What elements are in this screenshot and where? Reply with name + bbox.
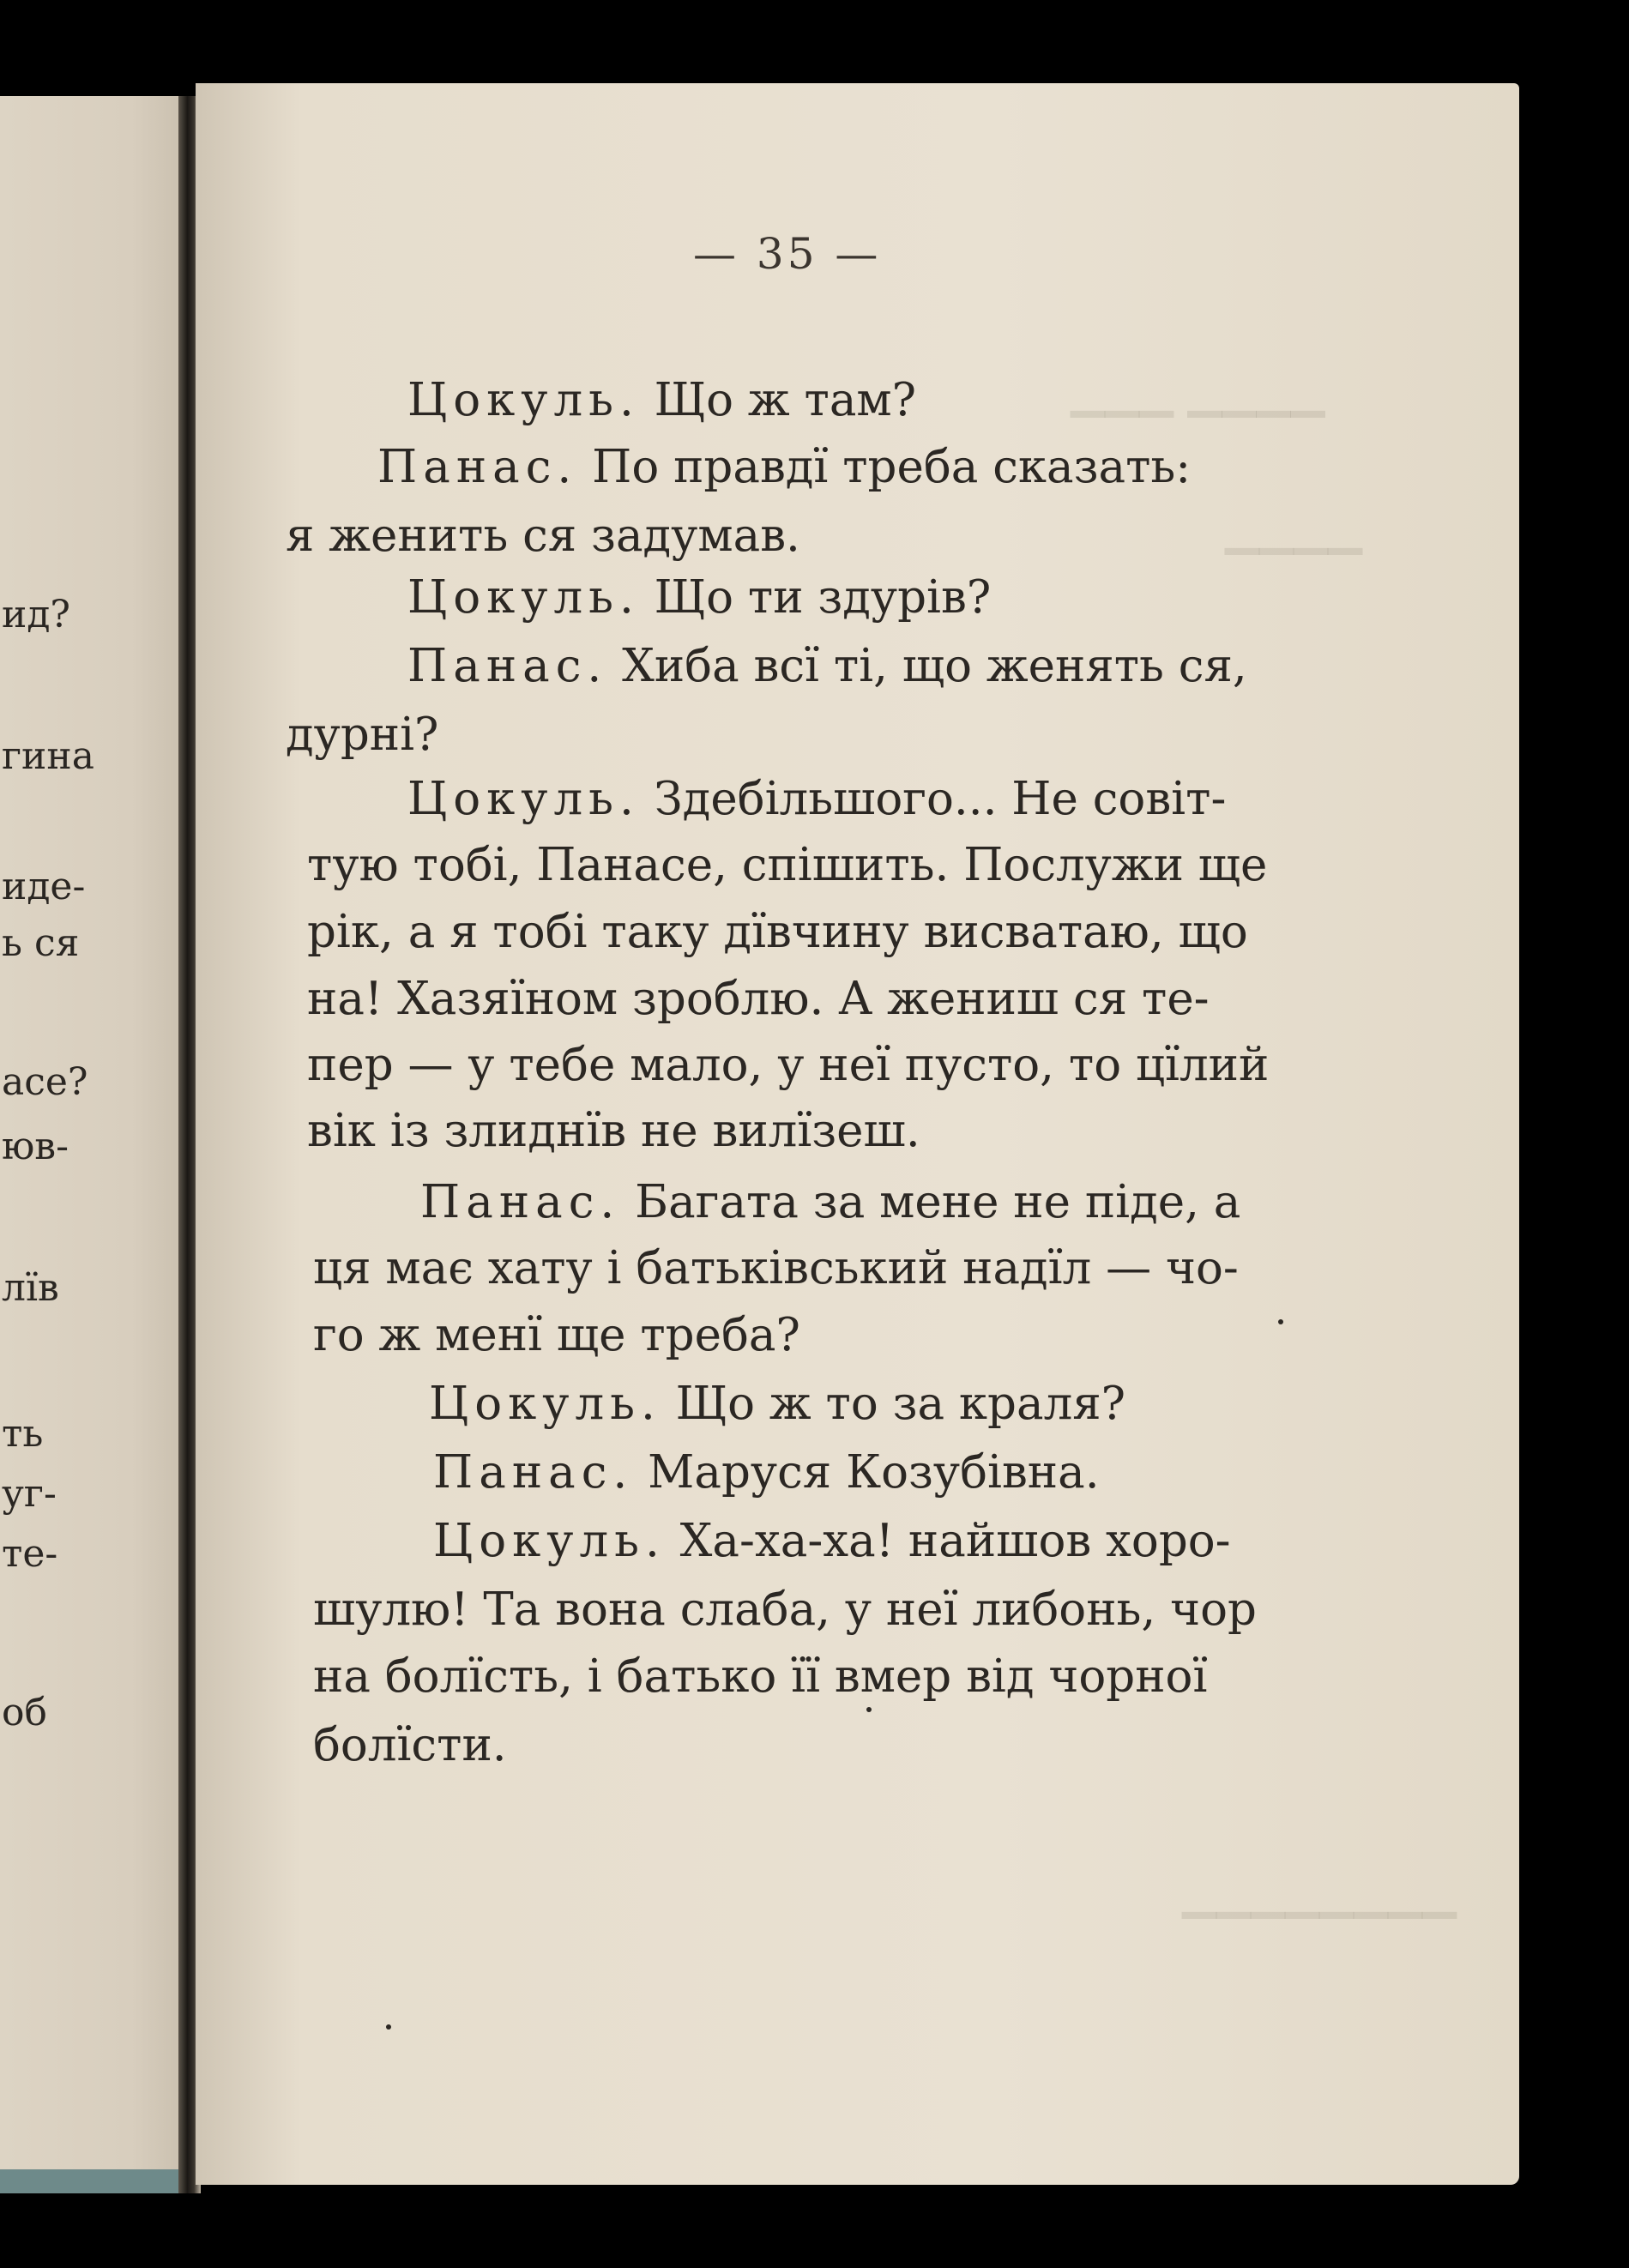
text-line bbox=[307, 1105, 920, 1157]
speaker-name: Панас. bbox=[433, 1446, 634, 1499]
speaker-name: Цокуль. bbox=[429, 1378, 661, 1430]
left-page-fragment: уг- bbox=[2, 1472, 57, 1516]
line-text: ця має хату і батьківський надїл — чо- bbox=[313, 1242, 1239, 1294]
line-text: рік, а я тобі таку дївчину висватаю, що bbox=[307, 906, 1248, 958]
ink-speck bbox=[866, 1707, 872, 1712]
speaker-name: Панас. bbox=[420, 1176, 621, 1228]
speaker-name: Панас. bbox=[407, 640, 608, 692]
text-line bbox=[420, 1176, 1241, 1228]
left-page-fragment: иде- bbox=[2, 865, 86, 908]
left-page-fragment: те- bbox=[2, 1532, 58, 1576]
left-page-fragment: ь ся bbox=[2, 921, 80, 965]
speaker-name: Цокуль. bbox=[407, 773, 640, 825]
line-text: Здебільшого... Не совіт- bbox=[639, 773, 1227, 825]
line-text: Що ж то за краля? bbox=[661, 1378, 1126, 1430]
text-line bbox=[407, 374, 917, 426]
text-line bbox=[313, 1650, 1208, 1703]
left-page-fragment: гина bbox=[2, 734, 94, 778]
left-page-fragment: ид? bbox=[2, 593, 71, 636]
text-line bbox=[433, 1446, 1100, 1499]
text-line bbox=[307, 906, 1248, 958]
line-text: Що ти здурів? bbox=[639, 571, 992, 624]
line-text: Маруся Козубівна. bbox=[633, 1446, 1100, 1499]
line-text: Багата за мене не піде, а bbox=[620, 1176, 1241, 1228]
text-line bbox=[307, 973, 1210, 1025]
text-line bbox=[313, 1583, 1257, 1636]
show-through: ▁▁▁▁ bbox=[1225, 504, 1362, 555]
text-line bbox=[286, 510, 800, 562]
line-text: я женить ся задумав. bbox=[286, 510, 800, 562]
left-page-fragment: лїв bbox=[2, 1266, 59, 1310]
line-text: пер — у тебе мало, у неї пусто, то цїлий bbox=[307, 1039, 1270, 1091]
line-text: Хиба всї ті, що женять ся, bbox=[607, 640, 1247, 692]
text-line bbox=[407, 773, 1227, 825]
show-through: ▁▁▁▁▁▁▁▁ bbox=[1182, 1867, 1457, 1919]
line-text: дурні? bbox=[286, 709, 439, 761]
speaker-name: Цокуль. bbox=[407, 571, 640, 624]
show-through: ▁▁▁ ▁▁▁▁ bbox=[1071, 366, 1325, 418]
text-line bbox=[286, 709, 439, 761]
line-text: вік із злиднїв не вилїзеш. bbox=[307, 1105, 920, 1157]
text-line bbox=[433, 1515, 1231, 1567]
line-text: тую тобі, Панасе, спішить. Послужи ще bbox=[307, 839, 1268, 891]
speaker-name: Цокуль. bbox=[407, 374, 640, 426]
page-number: — 35 — bbox=[693, 229, 882, 279]
text-line bbox=[407, 640, 1247, 692]
cover-edge bbox=[0, 2169, 187, 2193]
ink-speck bbox=[1278, 1319, 1283, 1324]
line-text: го ж менї ще треба? bbox=[313, 1309, 800, 1361]
line-text: на! Хазяїном зроблю. А жениш ся те- bbox=[307, 973, 1210, 1025]
text-line bbox=[407, 571, 992, 624]
line-text: шулю! Та вона слаба, у неї либонь, чор bbox=[313, 1583, 1257, 1636]
ink-speck bbox=[386, 2024, 391, 2030]
line-text: Ха-ха-ха! найшов хоро- bbox=[665, 1515, 1231, 1567]
text-line bbox=[313, 1242, 1239, 1294]
text-line bbox=[313, 1309, 800, 1361]
line-text: на болїсть, і батько її вмер від чорної bbox=[313, 1650, 1208, 1703]
text-line bbox=[313, 1719, 507, 1771]
speaker-name: Цокуль. bbox=[433, 1515, 666, 1567]
left-page-fragment: асе? bbox=[2, 1060, 88, 1104]
line-text: Що ж там? bbox=[639, 374, 917, 426]
text-line bbox=[307, 839, 1268, 891]
left-page-fragment: юв- bbox=[2, 1125, 69, 1168]
left-page-fragment: ть bbox=[2, 1412, 44, 1456]
speaker-name: Панас. bbox=[377, 441, 578, 493]
text-line bbox=[307, 1039, 1270, 1091]
text-line bbox=[377, 441, 1192, 493]
line-text: болїсти. bbox=[313, 1719, 507, 1771]
left-page-fragment: об bbox=[2, 1691, 47, 1734]
line-text: По правдї треба сказать: bbox=[577, 441, 1192, 493]
text-line bbox=[429, 1378, 1126, 1430]
